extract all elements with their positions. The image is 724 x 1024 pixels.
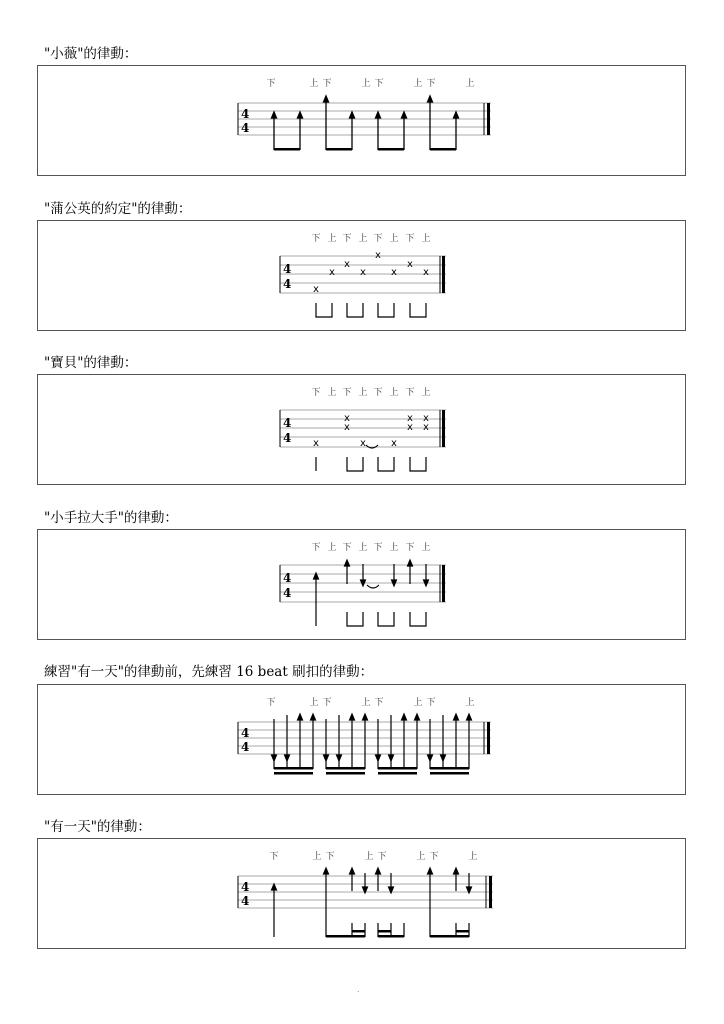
stroke-label: 下 [311,388,321,398]
stroke-label: 下 [373,543,383,553]
stroke-label: 上 [327,388,337,398]
muted-note-x: x [423,422,429,433]
up-stroke-arrow [402,112,407,150]
stroke-label: 上 [361,698,371,708]
up-stroke-arrow [272,112,277,150]
up-stroke-arrow [428,868,433,937]
stroke-label: 上 [309,79,319,89]
up-stroke-arrow [324,868,329,937]
down-stroke-arrow [389,715,394,769]
stroke-label: 上 [312,852,322,862]
stroke-label: 下 [342,388,352,398]
sixteenth-beam [326,772,365,775]
up-stroke-arrow [350,868,355,891]
staff-lines [238,103,491,135]
up-stroke-arrow [324,96,329,150]
stroke-label: 上 [421,388,431,398]
stroke-label: 上 [421,543,431,553]
eighth-pair-beam [347,457,363,471]
eighth-beam [274,148,300,151]
stroke-label: 下 [342,543,352,553]
stroke-label: 下 [374,698,384,708]
section-6-notation-box [37,838,686,949]
section-3-rhythm-notation [38,375,687,486]
eighth-pair-beam [316,303,332,317]
stroke-label: 上 [465,698,475,708]
eighth-beam [430,148,456,151]
stroke-label: 上 [358,234,368,244]
down-stroke-arrow [376,719,381,769]
down-stroke-arrow [361,564,366,586]
up-stroke-arrow [314,573,319,626]
muted-note-x: x [407,422,413,433]
eighth-pair-beam [410,303,426,317]
muted-note-x: x [375,250,381,261]
section-6-rhythm-notation [38,839,687,950]
stroke-label: 上 [413,698,423,708]
final-barline-thick [487,103,490,135]
muted-note-x: x [360,267,366,278]
stroke-label: 上 [416,852,426,862]
section-4-notation-box [37,529,686,640]
eighth-beam [326,148,352,151]
stroke-label: 下 [426,698,436,708]
stroke-label: 上 [389,388,399,398]
stroke-label: 上 [413,79,423,89]
time-signature-bottom: 4 [283,586,292,600]
sixteenth-beam [378,767,417,770]
sixteenth-beam [430,767,469,770]
final-barline-thick [442,256,445,293]
sixteenth-beam [352,930,365,933]
time-signature-top: 4 [283,416,292,430]
beam [326,935,365,938]
time-signature-bottom: 4 [283,277,292,291]
time-signature-bottom: 4 [241,121,250,135]
sixteenth-beam [430,772,469,775]
stroke-label: 下 [374,79,384,89]
stroke-label: 下 [405,388,415,398]
section-5-title: 練習"有一天"的律動前，先練習 16 beat 刷扣的律動： [44,664,374,680]
eighth-pair-beam [378,303,394,317]
final-barline-thick [442,410,445,447]
section-3-notation-box [37,374,686,485]
up-stroke-arrow [376,112,381,150]
eighth-pair-beam [378,457,394,471]
section-1-notation-box [37,65,686,176]
up-stroke-arrow [454,112,459,150]
stroke-label: 下 [311,543,321,553]
section-6-title: "有一天"的律動： [44,819,151,835]
stroke-label: 下 [266,79,276,89]
muted-note-x: x [391,267,397,278]
section-2-title: "蒲公英的約定"的律動： [44,201,192,217]
up-stroke-arrow [350,112,355,150]
up-stroke-arrow [428,96,433,150]
eighth-pair-beam [378,612,394,626]
time-signature-bottom: 4 [283,431,292,445]
muted-note-x: x [423,413,429,424]
section-1-rhythm-notation [38,66,687,177]
muted-note-x: x [391,438,397,449]
time-signature-top: 4 [241,107,250,121]
sixteenth-beam [456,930,469,933]
stroke-label: 下 [311,234,321,244]
eighth-pair-beam [347,612,363,626]
section-2-rhythm-notation [38,221,687,332]
down-stroke-arrow [441,715,446,769]
page-footer-dot: . [357,985,360,994]
up-stroke-arrow [376,868,381,891]
eighth-pair-beam [410,457,426,471]
final-barline-thick [487,722,490,754]
muted-note-x: x [360,438,366,449]
stroke-label: 下 [325,852,335,862]
stroke-label: 上 [361,79,371,89]
eighth-pair-beam [410,612,426,626]
stroke-label: 下 [322,79,332,89]
section-5-notation-box [37,684,686,795]
stroke-label: 下 [405,543,415,553]
stroke-label: 上 [465,79,475,89]
muted-note-x: x [407,259,413,270]
down-stroke-arrow [272,719,277,769]
stroke-label: 下 [342,234,352,244]
muted-note-x: x [344,422,350,433]
sixteenth-beam [326,767,365,770]
eighth-beam [378,148,404,151]
section-4-title: "小手拉大手"的律動： [44,510,178,526]
up-stroke-arrow [454,868,459,891]
stroke-label: 下 [405,234,415,244]
beam [378,935,404,938]
beam [430,935,469,938]
muted-note-x: x [313,284,319,295]
muted-note-x: x [344,259,350,270]
time-signature-bottom: 4 [241,894,250,908]
stroke-label: 上 [327,234,337,244]
stroke-label: 上 [327,543,337,553]
up-stroke-arrow [345,560,350,584]
sixteenth-beam [378,772,417,775]
sixteenth-beam [274,767,313,770]
time-signature-top: 4 [283,571,292,585]
stroke-label: 下 [373,388,383,398]
stroke-label: 下 [269,852,279,862]
section-4-rhythm-notation [38,530,687,641]
stroke-label: 下 [377,852,387,862]
time-signature-bottom: 4 [241,740,250,754]
down-stroke-arrow [285,715,290,769]
time-signature-top: 4 [241,880,250,894]
stroke-label: 上 [389,234,399,244]
muted-note-x: x [329,267,335,278]
stroke-label: 上 [468,852,478,862]
down-stroke-arrow [337,715,342,769]
muted-note-x: x [344,413,350,424]
up-stroke-arrow [408,560,413,584]
stroke-label: 下 [266,698,276,708]
stroke-label: 上 [358,543,368,553]
stroke-label: 下 [322,698,332,708]
down-stroke-arrow [324,719,329,769]
sixteenth-beam [274,772,313,775]
down-stroke-arrow [424,564,429,586]
down-stroke-arrow [392,564,397,586]
stroke-label: 上 [364,852,374,862]
final-barline-thick [442,565,445,602]
time-signature-top: 4 [241,726,250,740]
down-stroke-arrow [428,719,433,769]
section-5-rhythm-notation [38,685,687,796]
stroke-label: 上 [389,543,399,553]
time-signature-top: 4 [283,262,292,276]
eighth-pair-beam [347,303,363,317]
stroke-label: 上 [309,698,319,708]
stroke-label: 下 [373,234,383,244]
muted-note-x: x [423,267,429,278]
stroke-label: 下 [429,852,439,862]
section-2-notation-box [37,220,686,331]
muted-note-x: x [407,413,413,424]
section-3-title: "寶貝"的律動： [44,355,138,371]
stroke-label: 上 [421,234,431,244]
up-stroke-arrow [298,112,303,150]
stroke-label: 上 [358,388,368,398]
final-barline-thick [489,876,492,908]
tie-curve [367,585,379,588]
stroke-label: 下 [426,79,436,89]
sixteenth-beam [378,930,391,933]
section-1-title: "小薇"的律動： [44,46,138,62]
muted-note-x: x [313,438,319,449]
